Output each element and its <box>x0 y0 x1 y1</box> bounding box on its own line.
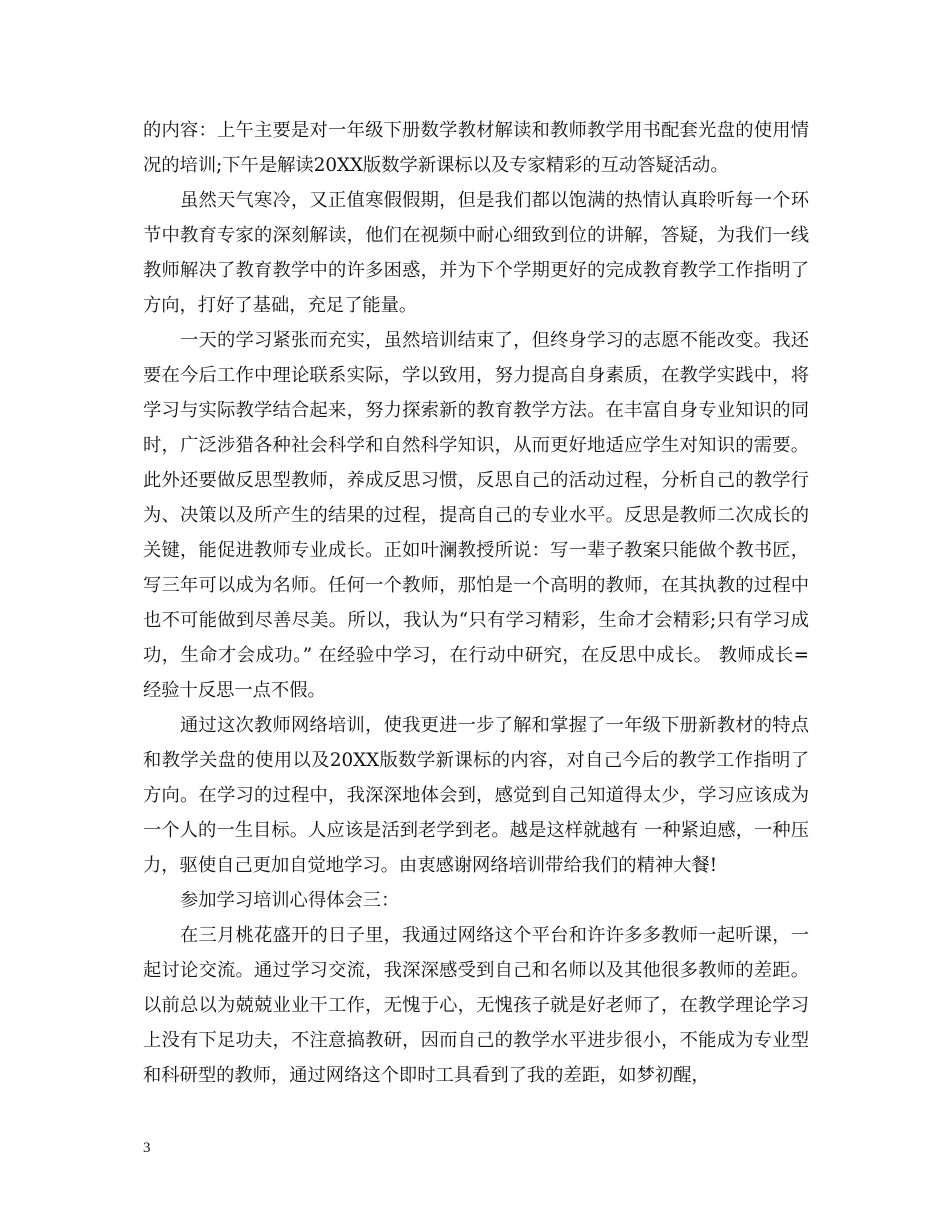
paragraph-continuation: 的内容：上午主要是对一年级下册数学教材解读和教师教学用书配套光盘的使用情况的培训;下午是解读20XX版数学新课标以及专家精彩的互动答疑活动。 <box>143 120 809 176</box>
page-number: 3 <box>143 1140 151 1156</box>
paragraph: 一天的学习紧张而充实，虽然培训结束了，但终身学习的志愿不能改变。我还要在今后工作中理论联系实际，学以致用，努力提高自身素质，在教学实践中，将学习与实际教学结合起来，努力探索新的教育教学方法。在丰富自身专业知识的同时，广泛涉猎各种社会科学和自然科学知识，从而更好地适应学生对知识的需要。此外还要做反思型教师，养成反思习惯，反思自己的活动过程，分析自己的教学行为、决策以及所产生的结果的过程，提高自己的专业水平。反思是教师二次成长的关键，能促进教师专业成长。正如叶澜教授所说：写一辈子教案只能做个教书匠，写三年可以成为名师。任何一个教师，那怕是一个高明的教师，在其执教的过程中也不可能做到尽善尽美。所以，我认为“只有学习精彩，生命才会精彩;只有学习成功，生命才会成功。” 在经验中学习，在行动中研究，在反思中成长。 教师成长=经验十反思一点不假。 <box>143 330 809 701</box>
paragraph: 虽然天气寒冷，又正值寒假假期，但是我们都以饱满的热情认真聆听每一个环节中教育专家的深刻解读，他们在视频中耐心细致到位的讲解，答疑，为我们一线教师解决了教育教学中的许多困惑，并为下个学期更好的完成教育教学工作指明了方向，打好了基础，充足了能量。 <box>143 190 809 316</box>
paragraph: 通过这次教师网络培训，使我更进一步了解和掌握了一年级下册新教材的特点和教学关盘的使用以及20XX版数学新课标的内容，对自己今后的教学工作指明了方向。在学习的过程中，我深深地体会到，感觉到自己知道得太少，学习应该成为一个人的一生目标。人应该是活到老学到老。越是这样就越有 一种紧迫感，一种压力，驱使自己更加自觉地学习。由衷感谢网络培训带给我们的精神大餐! <box>143 715 809 876</box>
paragraph: 在三月桃花盛开的日子里，我通过网络这个平台和许许多多教师一起听课，一起讨论交流。通过学习交流，我深深感受到自己和名师以及其他很多教师的差距。以前总以为兢兢业业干工作，无愧于心，无愧孩子就是好老师了，在教学理论学习上没有下足功夫，不注意搞教研，因而自己的教学水平进步很小，不能成为专业型和科研型的教师，通过网络这个即时工具看到了我的差距，如梦初醒， <box>143 925 809 1086</box>
section-heading: 参加学习培训心得体会三： <box>180 890 400 911</box>
document-body <box>143 113 809 1093</box>
